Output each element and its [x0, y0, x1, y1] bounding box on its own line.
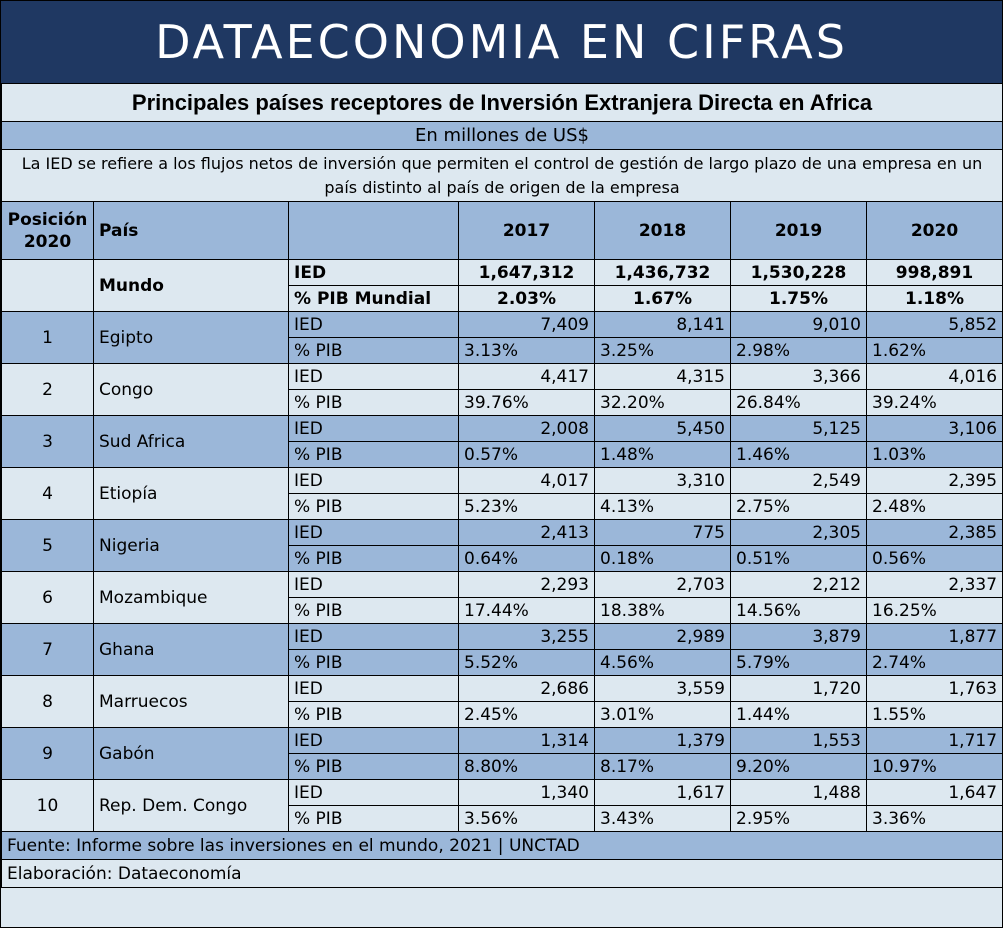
ied-value: 2,703 — [595, 572, 731, 598]
ied-value: 1,763 — [867, 676, 1003, 702]
country-rank: 8 — [2, 676, 94, 728]
indicator-label: IED — [289, 676, 459, 702]
world-ied-value: 1,530,228 — [731, 260, 867, 286]
fdi-table — [1, 83, 1003, 888]
pib-value: 2.45% — [459, 702, 595, 728]
pib-value: 8.17% — [595, 754, 731, 780]
pib-value: 5.79% — [731, 650, 867, 676]
world-pib-value: 2.03% — [459, 286, 595, 312]
country-rank: 1 — [2, 312, 94, 364]
world-pib-value: 1.67% — [595, 286, 731, 312]
country-name: Etiopía — [94, 468, 289, 520]
indicator-label: % PIB — [289, 598, 459, 624]
country-name: Congo — [94, 364, 289, 416]
indicator-label: IED — [289, 780, 459, 806]
ied-value: 1,314 — [459, 728, 595, 754]
header-position: Posición 2020 — [2, 202, 94, 260]
country-name: Mozambique — [94, 572, 289, 624]
country-rank: 4 — [2, 468, 94, 520]
indicator-label: % PIB — [289, 702, 459, 728]
pib-value: 10.97% — [867, 754, 1003, 780]
ied-value: 2,385 — [867, 520, 1003, 546]
pib-value: 9.20% — [731, 754, 867, 780]
pib-value: 4.13% — [595, 494, 731, 520]
world-ied-value: 1,436,732 — [595, 260, 731, 286]
pib-value: 5.52% — [459, 650, 595, 676]
pib-value: 14.56% — [731, 598, 867, 624]
ied-value: 2,212 — [731, 572, 867, 598]
pib-value: 1.48% — [595, 442, 731, 468]
header-year: 2018 — [595, 202, 731, 260]
country-rank: 6 — [2, 572, 94, 624]
ied-value: 775 — [595, 520, 731, 546]
header-country: País — [94, 202, 289, 260]
header-year: 2017 — [459, 202, 595, 260]
ied-value: 3,106 — [867, 416, 1003, 442]
pib-value: 3.01% — [595, 702, 731, 728]
pib-value: 2.48% — [867, 494, 1003, 520]
country-rank: 3 — [2, 416, 94, 468]
indicator-label: % PIB — [289, 650, 459, 676]
country-rank: 5 — [2, 520, 94, 572]
pib-value: 3.43% — [595, 806, 731, 832]
world-pib-value: 1.18% — [867, 286, 1003, 312]
units-note: En millones de US$ — [2, 122, 1003, 150]
ied-value: 1,379 — [595, 728, 731, 754]
pib-value: 26.84% — [731, 390, 867, 416]
indicator-label: IED — [289, 468, 459, 494]
header-indicator — [289, 202, 459, 260]
indicator-label: IED — [289, 728, 459, 754]
ied-value: 2,305 — [731, 520, 867, 546]
indicator-label: IED — [289, 572, 459, 598]
indicator-label: % PIB — [289, 546, 459, 572]
ied-value: 3,366 — [731, 364, 867, 390]
country-name: Egipto — [94, 312, 289, 364]
ied-value: 5,125 — [731, 416, 867, 442]
country-rank: 9 — [2, 728, 94, 780]
country-name: Ghana — [94, 624, 289, 676]
ied-value: 5,450 — [595, 416, 731, 442]
ied-value: 2,395 — [867, 468, 1003, 494]
indicator-label: % PIB — [289, 806, 459, 832]
ied-value: 4,017 — [459, 468, 595, 494]
pib-value: 0.56% — [867, 546, 1003, 572]
pib-value: 4.56% — [595, 650, 731, 676]
ied-value: 2,549 — [731, 468, 867, 494]
ied-value: 2,686 — [459, 676, 595, 702]
pib-value: 18.38% — [595, 598, 731, 624]
pib-value: 1.55% — [867, 702, 1003, 728]
ied-value: 3,255 — [459, 624, 595, 650]
country-name: Gabón — [94, 728, 289, 780]
ied-value: 3,559 — [595, 676, 731, 702]
ied-value: 1,647 — [867, 780, 1003, 806]
pib-value: 17.44% — [459, 598, 595, 624]
country-rank: 2 — [2, 364, 94, 416]
indicator-label: % PIB — [289, 338, 459, 364]
ied-value: 5,852 — [867, 312, 1003, 338]
pib-value: 2.75% — [731, 494, 867, 520]
ied-value: 1,617 — [595, 780, 731, 806]
pib-value: 3.13% — [459, 338, 595, 364]
indicator-label: % PIB — [289, 754, 459, 780]
ied-value: 2,337 — [867, 572, 1003, 598]
ied-value: 1,553 — [731, 728, 867, 754]
ied-value: 2,008 — [459, 416, 595, 442]
ied-value: 8,141 — [595, 312, 731, 338]
ied-value: 1,717 — [867, 728, 1003, 754]
ied-value: 3,310 — [595, 468, 731, 494]
country-name: Rep. Dem. Congo — [94, 780, 289, 832]
source-note: Fuente: Informe sobre las inversiones en el mundo, 2021 | UNCTAD — [2, 832, 1003, 860]
pib-value: 0.57% — [459, 442, 595, 468]
world-name: Mundo — [94, 260, 289, 312]
indicator-label: IED — [289, 364, 459, 390]
header-year: 2020 — [867, 202, 1003, 260]
pib-value: 2.95% — [731, 806, 867, 832]
pib-value: 39.24% — [867, 390, 1003, 416]
ied-value: 1,877 — [867, 624, 1003, 650]
ied-value: 4,417 — [459, 364, 595, 390]
indicator-label: % PIB — [289, 494, 459, 520]
country-rank: 10 — [2, 780, 94, 832]
ied-value: 2,293 — [459, 572, 595, 598]
ied-value: 2,989 — [595, 624, 731, 650]
world-pib-value: 1.75% — [731, 286, 867, 312]
indicator-label: % PIB — [289, 442, 459, 468]
country-rank: 7 — [2, 624, 94, 676]
world-ied-value: 1,647,312 — [459, 260, 595, 286]
indicator-label: IED — [289, 416, 459, 442]
pib-value: 1.46% — [731, 442, 867, 468]
header-year: 2019 — [731, 202, 867, 260]
country-name: Nigeria — [94, 520, 289, 572]
credit-note: Elaboración: Dataeconomía — [2, 860, 1003, 888]
pib-value: 1.03% — [867, 442, 1003, 468]
country-name: Sud Africa — [94, 416, 289, 468]
indicator-label: % PIB Mundial — [289, 286, 459, 312]
indicator-label: IED — [289, 260, 459, 286]
ied-value: 3,879 — [731, 624, 867, 650]
pib-value: 3.25% — [595, 338, 731, 364]
indicator-label: IED — [289, 520, 459, 546]
indicator-label: % PIB — [289, 390, 459, 416]
pib-value: 0.18% — [595, 546, 731, 572]
ied-value: 1,720 — [731, 676, 867, 702]
pib-value: 0.51% — [731, 546, 867, 572]
world-rank — [2, 260, 94, 312]
pib-value: 5.23% — [459, 494, 595, 520]
ied-value: 2,413 — [459, 520, 595, 546]
pib-value: 0.64% — [459, 546, 595, 572]
ied-value: 1,488 — [731, 780, 867, 806]
pib-value: 32.20% — [595, 390, 731, 416]
banner-title: DATAECONOMIA EN CIFRAS — [1, 1, 1002, 83]
table-title: Principales países receptores de Inversión Extranjera Directa en Africa — [2, 84, 1003, 122]
ied-value: 4,315 — [595, 364, 731, 390]
description: La IED se refiere a los flujos netos de inversión que permiten el control de gestión de largo plazo de una empresa en un país distinto al país de origen de la empresa — [2, 150, 1003, 202]
indicator-label: IED — [289, 624, 459, 650]
world-ied-value: 998,891 — [867, 260, 1003, 286]
ied-value: 4,016 — [867, 364, 1003, 390]
ied-value: 9,010 — [731, 312, 867, 338]
pib-value: 3.36% — [867, 806, 1003, 832]
pib-value: 39.76% — [459, 390, 595, 416]
pib-value: 1.62% — [867, 338, 1003, 364]
pib-value: 16.25% — [867, 598, 1003, 624]
ied-value: 7,409 — [459, 312, 595, 338]
indicator-label: IED — [289, 312, 459, 338]
pib-value: 2.98% — [731, 338, 867, 364]
pib-value: 8.80% — [459, 754, 595, 780]
country-name: Marruecos — [94, 676, 289, 728]
pib-value: 1.44% — [731, 702, 867, 728]
pib-value: 3.56% — [459, 806, 595, 832]
ied-value: 1,340 — [459, 780, 595, 806]
pib-value: 2.74% — [867, 650, 1003, 676]
